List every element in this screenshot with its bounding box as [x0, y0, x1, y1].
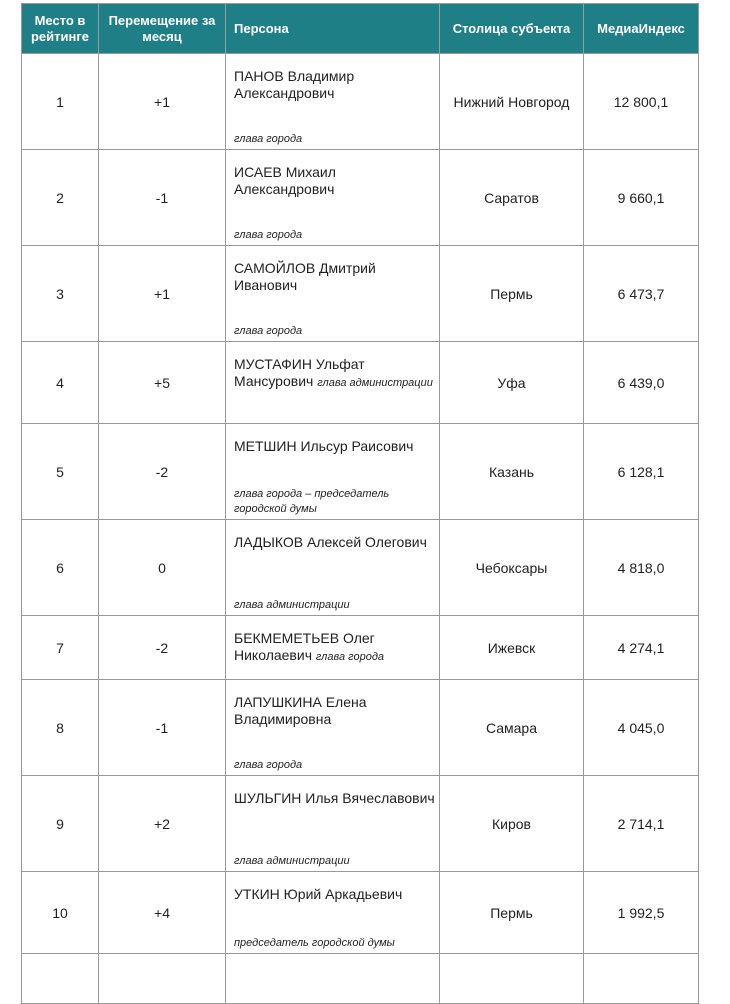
move-cell	[99, 954, 226, 1004]
person-role: глава города	[234, 759, 303, 771]
person-role: глава города	[315, 651, 385, 663]
rank-cell	[22, 954, 99, 1004]
person-cell	[226, 54, 440, 150]
capital-cell: Пермь	[440, 246, 584, 342]
person-cell	[226, 872, 440, 954]
move-cell: +2	[99, 776, 226, 872]
rank-cell: 7	[22, 616, 99, 680]
rating-table	[21, 3, 699, 1004]
move-cell: 0	[99, 520, 226, 616]
table-row	[22, 776, 699, 872]
move-cell: -1	[99, 680, 226, 776]
person-cell	[226, 776, 440, 872]
capital-cell: Саратов	[440, 150, 584, 246]
person-cell	[226, 954, 440, 1004]
rank-cell: 5	[22, 424, 99, 520]
person-role: глава города	[234, 229, 303, 241]
person-cell	[226, 616, 440, 680]
header-person: Персона	[226, 4, 440, 54]
rank-cell: 1	[22, 54, 99, 150]
capital-cell: Ижевск	[440, 616, 584, 680]
index-cell: 4 045,0	[584, 680, 699, 776]
header-capital: Столица субъекта	[440, 4, 584, 54]
person-name: МУСТАФИН Ульфат Мансурович	[234, 356, 365, 389]
person-role: глава города	[234, 325, 303, 337]
rank-cell: 3	[22, 246, 99, 342]
move-cell: -2	[99, 616, 226, 680]
capital-cell: Казань	[440, 424, 584, 520]
header-row	[22, 4, 699, 54]
person-role: глава администрации	[234, 599, 350, 611]
person-cell	[226, 424, 440, 520]
person-name: ЛАПУШКИНА Елена Владимировна	[234, 694, 367, 727]
person-name: ПАНОВ Владимир Александрович	[234, 68, 355, 101]
table-row	[22, 872, 699, 954]
person-cell	[226, 150, 440, 246]
table-row	[22, 342, 699, 424]
person-role: глава города	[234, 133, 303, 145]
person-role: председатель городской думы	[234, 937, 395, 949]
table-row	[22, 680, 699, 776]
move-cell: +5	[99, 342, 226, 424]
table-row	[22, 54, 699, 150]
table-row	[22, 150, 699, 246]
person-name: МЕТШИН Ильсур Раисович	[234, 438, 414, 454]
capital-cell: Киров	[440, 776, 584, 872]
person-name: САМОЙЛОВ Дмитрий Иванович	[234, 260, 376, 293]
move-cell: -1	[99, 150, 226, 246]
person-role: глава администрации	[317, 377, 433, 389]
rank-cell: 10	[22, 872, 99, 954]
rank-cell: 8	[22, 680, 99, 776]
person-cell	[226, 342, 440, 424]
index-cell: 12 800,1	[584, 54, 699, 150]
index-cell: 4 818,0	[584, 520, 699, 616]
index-cell: 6 439,0	[584, 342, 699, 424]
header-move: Перемещение за месяц	[99, 4, 226, 54]
index-cell: 6 473,7	[584, 246, 699, 342]
move-cell: +1	[99, 54, 226, 150]
capital-cell: Уфа	[440, 342, 584, 424]
rank-cell: 4	[22, 342, 99, 424]
person-name: БЕКМЕМЕТЬЕВ Олег Николаевич	[234, 630, 375, 663]
table-row	[22, 954, 699, 1004]
rank-cell: 9	[22, 776, 99, 872]
index-cell: 6 128,1	[584, 424, 699, 520]
capital-cell	[440, 954, 584, 1004]
index-cell: 2 714,1	[584, 776, 699, 872]
move-cell: +1	[99, 246, 226, 342]
person-role: глава города – председатель городской думы	[234, 488, 390, 515]
capital-cell: Самара	[440, 680, 584, 776]
rank-cell: 2	[22, 150, 99, 246]
person-role: глава администрации	[234, 855, 350, 867]
move-cell: +4	[99, 872, 226, 954]
capital-cell: Пермь	[440, 872, 584, 954]
header-index: МедиаИндекс	[584, 4, 699, 54]
index-cell	[584, 954, 699, 1004]
person-name: ЛАДЫКОВ Алексей Олегович	[234, 534, 427, 550]
person-cell	[226, 246, 440, 342]
index-cell: 1 992,5	[584, 872, 699, 954]
capital-cell: Чебоксары	[440, 520, 584, 616]
index-cell: 9 660,1	[584, 150, 699, 246]
person-cell	[226, 520, 440, 616]
person-name: ИСАЕВ Михаил Александрович	[234, 164, 336, 197]
person-cell	[226, 680, 440, 776]
capital-cell: Нижний Новгород	[440, 54, 584, 150]
table-row	[22, 616, 699, 680]
table-row	[22, 246, 699, 342]
person-name: ШУЛЬГИН Илья Вячеславович	[234, 790, 435, 806]
table-row	[22, 520, 699, 616]
index-cell: 4 274,1	[584, 616, 699, 680]
rank-cell: 6	[22, 520, 99, 616]
person-name: УТКИН Юрий Аркадьевич	[234, 886, 403, 902]
header-rank: Место в рейтинге	[22, 4, 99, 54]
table-row	[22, 424, 699, 520]
move-cell: -2	[99, 424, 226, 520]
